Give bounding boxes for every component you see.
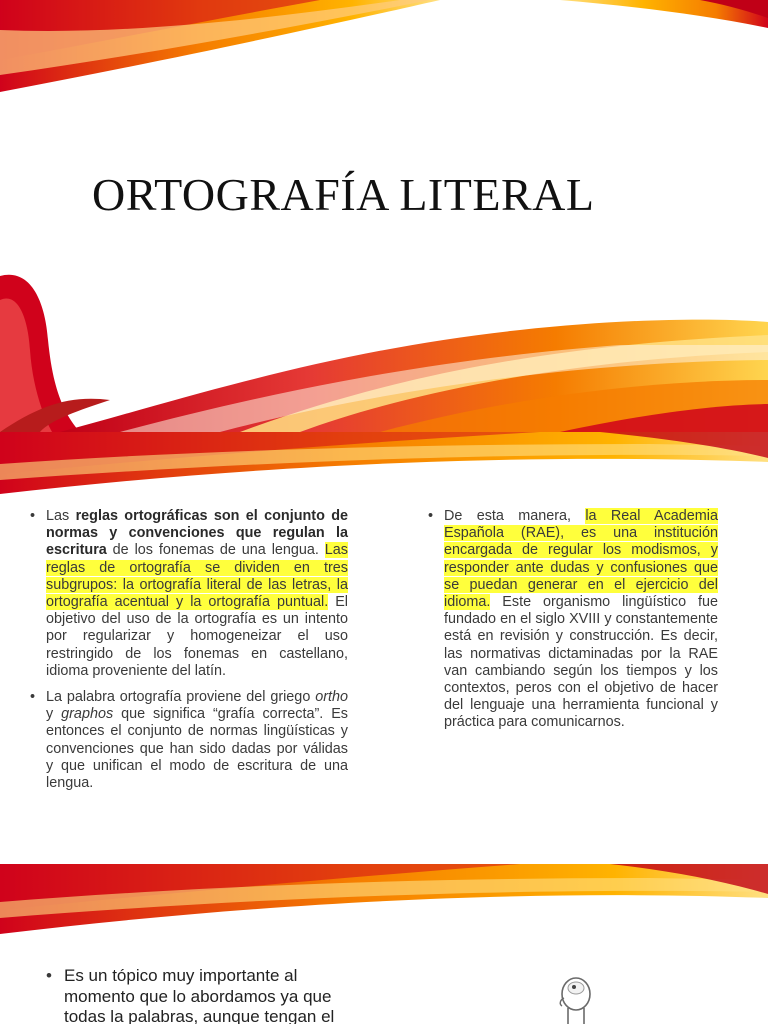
italic-term: graphos (61, 706, 114, 723)
bullet-text: El objetivo del uso de la ortografía es un intento por regularizar y homogeneizar el uso restringido de los fonemas en castellano, idioma proveniente del latín. (46, 594, 348, 679)
bullet-text: De esta manera, (444, 508, 586, 524)
bullet-text: de los fonemas de una lengua. (106, 542, 325, 559)
bold-definition: reglas ortográficas son el conjunto de normas y convenciones que regulan la escritura (46, 508, 349, 559)
bullet-text: que significa “grafía correcta”. Es entonces el conjunto de normas lingüísticas y convenciones que han sido dadas por válidas y que unifican el modo de escritura de una lengua. (46, 706, 348, 792)
italic-term: ortho (315, 689, 348, 706)
content-slide (0, 432, 768, 864)
bullet-text: Es un tópico muy importante al momento que lo abordamos ya que todas la palabras, aunque tengan el (64, 966, 335, 1024)
bullet-topico (46, 966, 346, 1024)
bullet-text: y (46, 706, 62, 723)
left-column (30, 508, 348, 801)
right-column (428, 508, 718, 741)
bottom-column (46, 966, 346, 1024)
slide-title: ORTOGRAFÍA LITERAL (92, 169, 595, 220)
title-slide (0, 0, 768, 432)
bullet-text: La palabra ortografía proviene del griego (46, 689, 316, 706)
figure-icon (554, 974, 598, 1024)
bullet-rae (428, 508, 718, 732)
bullet-reglas (30, 508, 348, 680)
highlight-rae: la Real Academia Española (RAE), es una institución encargada de regular los modismos, y responder ante dudas y confusiones que se puedan generar en el ejercicio del idioma. (444, 508, 718, 611)
bullet-text: Este organismo lingüístico fue fundado en el siglo XVIII y constantemente está en revisión y construcción. Es decir, las normativas dictaminadas por la RAE van cambiando según los tiempos y los contextos, peros con el objetivo de hacer del lenguaje una herramienta funcional y práctica para comunicarnos. (444, 594, 718, 731)
bullet-text: Las (46, 508, 76, 524)
highlight-subgrupos: Las reglas de ortografía se dividen en tres subgrupos: la ortografía literal de las letras, la ortografía acentual y la ortografía puntual. (46, 542, 348, 611)
third-slide (0, 864, 768, 1024)
bullet-etimologia (30, 689, 348, 792)
